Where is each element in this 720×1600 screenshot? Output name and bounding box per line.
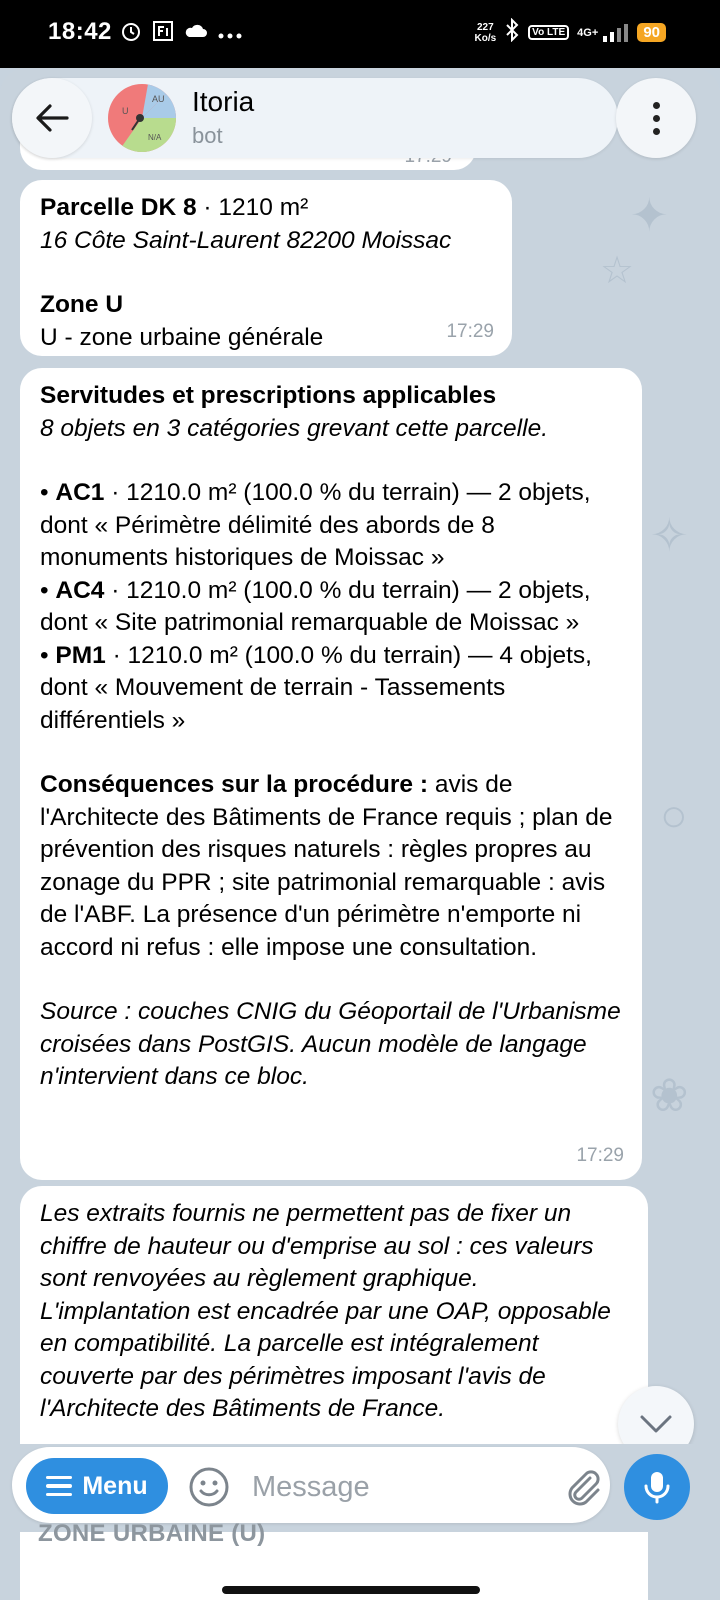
more-vertical-icon — [653, 102, 660, 135]
svg-text:U: U — [122, 106, 129, 116]
more-icon — [218, 23, 242, 46]
chat-area[interactable] — [0, 68, 720, 1600]
message-text: Les extraits fournis ne permettent pas de fixer un chiffre de hauteur ou d'emprise au sol : ces valeurs sont renvoyées au règlement graphique. L'implantation est encadrée par une OAP, opposable en compatibilité. La parcelle est intégralement couverte par des périmètres imposant l'avis de l'Architecte des Bâtiments de France. — [40, 1200, 611, 1422]
servitude-code: AC1 — [55, 479, 105, 506]
svg-text:N/A: N/A — [148, 133, 162, 142]
more-options-button[interactable] — [616, 78, 696, 158]
consequences-paragraph — [40, 769, 622, 964]
wallpaper-doodle: ☆ — [600, 250, 635, 292]
zone-description: U - zone urbaine générale — [40, 323, 324, 351]
paperclip-icon — [560, 1464, 604, 1508]
network-type: 4G+ — [577, 26, 599, 39]
message-time: 17:29 — [446, 320, 494, 342]
hamburger-icon — [46, 1476, 72, 1497]
parcel-label: Parcelle DK 8 — [40, 194, 197, 221]
servitude-item: • PM1 · 1210.0 m² (100.0 % du terrain) — 4 objets, dont « Mouvement de terrain - Tassements différentiels » — [40, 641, 592, 734]
net-speed-unit: Ko/s — [474, 32, 497, 44]
wallpaper-doodle: ✧ — [650, 509, 689, 561]
parcel-line — [40, 192, 492, 225]
message-bubble[interactable] — [20, 368, 642, 1180]
next-message-peek: ZONE URBAINE (U) — [38, 1520, 266, 1547]
menu-label: Menu — [82, 1471, 148, 1500]
servitude-item: • AC4 · 1210.0 m² (100.0 % du terrain) — 2 objets, dont « Site patrimonial remarquable de Moissac » — [40, 576, 591, 636]
menu-button[interactable] — [26, 1458, 168, 1514]
avatar[interactable] — [108, 84, 176, 152]
app-icon — [152, 20, 174, 48]
consequences-label: Conséquences sur la procédure : — [40, 771, 429, 798]
servitude-code: PM1 — [55, 641, 106, 669]
status-icons-left — [120, 20, 242, 48]
chat-subtitle: bot — [192, 123, 223, 148]
status-bar — [0, 0, 720, 68]
back-button[interactable] — [12, 78, 92, 158]
servitude-text: · 1210.0 m² (100.0 % du terrain) — 2 objets, dont « Site patrimonial remarquable de Moissac » — [40, 576, 591, 636]
wallpaper-doodle: ❀ — [650, 1069, 689, 1121]
wallpaper-doodle: ○ — [660, 789, 688, 841]
emoji-button[interactable] — [188, 1466, 230, 1508]
home-indicator[interactable] — [222, 1586, 480, 1594]
servitude-text: · 1210.0 m² (100.0 % du terrain) — 4 objets, dont « Mouvement de terrain - Tassements différentiels » — [40, 641, 592, 734]
source-note: Source : couches CNIG du Géoportail de l'Urbanisme croisées dans PostGIS. Aucun modèle de langage n'intervient dans ce bloc. — [40, 998, 621, 1090]
chat-title[interactable]: Itoria — [192, 86, 255, 117]
servitude-item: • AC1 · 1210.0 m² (100.0 % du terrain) — 2 objets, dont « Périmètre délimité des abords de 8 monuments historiques de Moissac » — [40, 479, 591, 571]
consequences-text: avis de l'Architecte des Bâtiments de France requis ; plan de prévention des risques naturels : règles propres au zonage du PPR ; site patrimonial remarquable : avis de l'ABF. La présence d'un périmètre n'emporte ni accord ni refus : elle impose une consultation. — [40, 771, 613, 961]
microphone-button[interactable] — [624, 1454, 690, 1520]
microphone-icon — [643, 1470, 671, 1504]
battery-indicator: 90 — [637, 23, 666, 42]
chat-header[interactable] — [12, 78, 618, 158]
status-time: 18:42 — [48, 18, 112, 45]
net-speed-value: 227 — [476, 21, 494, 33]
message-time: 17:29 — [576, 1144, 624, 1166]
attach-button[interactable] — [560, 1464, 604, 1508]
message-bubble[interactable] — [20, 180, 512, 356]
parcel-address: 16 Côte Saint-Laurent 82200 Moissac — [40, 226, 452, 254]
chevron-down-icon — [639, 1414, 673, 1434]
servitudes-subtitle: 8 objets en 3 catégories grevant cette parcelle. — [40, 414, 549, 442]
status-icons-right — [475, 18, 667, 47]
bluetooth-icon — [504, 18, 520, 47]
servitudes-title: Servitudes et prescriptions applicables — [40, 382, 497, 409]
net-speed — [475, 22, 497, 44]
servitude-text: · 1210.0 m² (100.0 % du terrain) — 2 objets, dont « Périmètre délimité des abords de 8 monuments historiques de Moissac » — [40, 479, 591, 571]
servitude-code: AC4 — [55, 576, 105, 604]
back-arrow-icon — [35, 103, 69, 133]
cloud-icon — [184, 22, 208, 46]
zone-label: Zone U — [40, 291, 124, 318]
svg-text:AU: AU — [152, 94, 165, 104]
signal-icon — [577, 24, 629, 42]
alarm-icon — [120, 20, 142, 48]
volte-badge: Vo LTE — [528, 25, 569, 40]
message-input[interactable] — [250, 1464, 544, 1510]
wallpaper-doodle: ✦ — [630, 189, 669, 241]
parcel-area: · 1210 m² — [196, 194, 309, 221]
emoji-icon — [188, 1466, 230, 1508]
